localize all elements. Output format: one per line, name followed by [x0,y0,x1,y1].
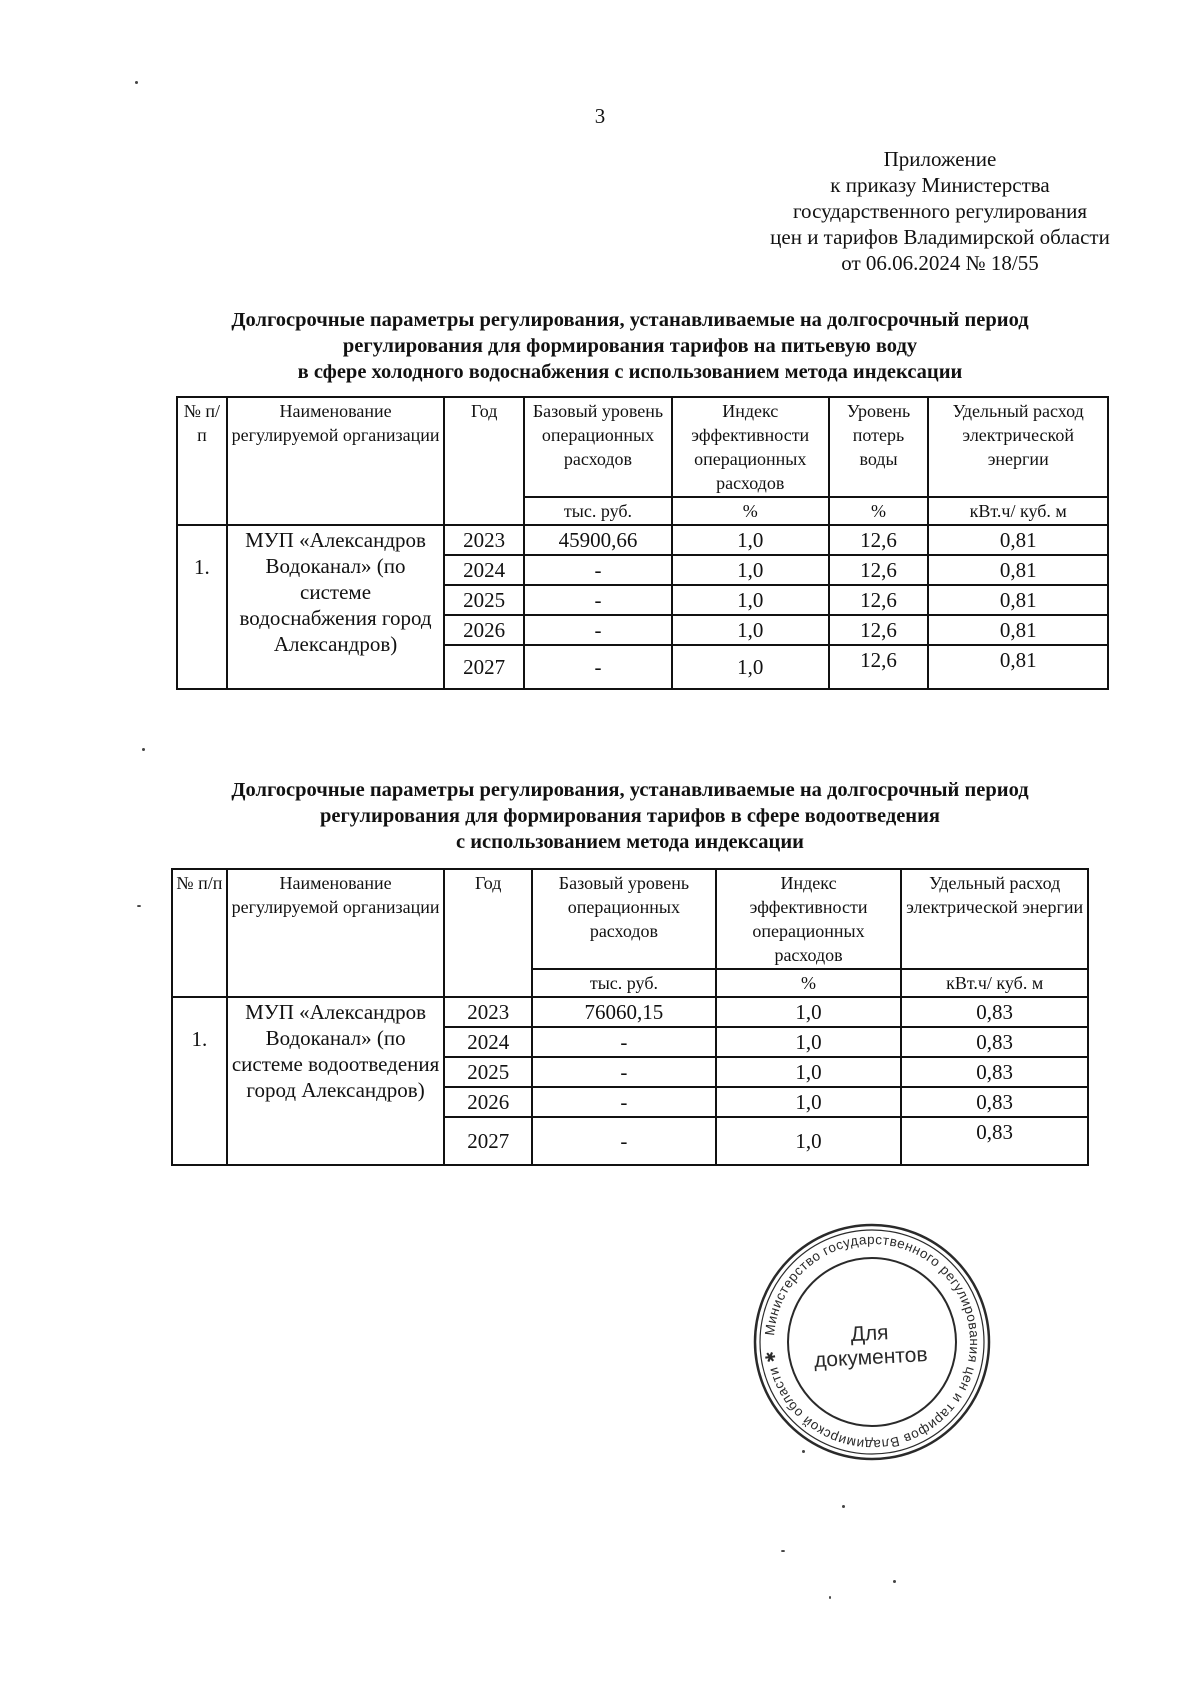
cell-year: 2023 [444,997,532,1027]
cell-base: - [524,585,672,615]
appendix-block [700,146,1180,276]
appendix-line: цен и тарифов Владимирской области [770,225,1110,249]
scan-speck [137,905,141,907]
cell-year: 2024 [444,1027,532,1057]
header-year: Год [444,869,532,997]
cell-index: 1,0 [672,555,829,585]
cell-base: - [532,1117,716,1165]
cell-loss: 12,6 [829,555,929,585]
cell-year: 2025 [444,1057,532,1087]
scan-speck [842,1505,845,1508]
header-org: Наименование регулируемой организации [227,869,445,997]
cell-year: 2026 [444,615,524,645]
unit-loss: % [829,497,929,525]
cell-energy: 0,81 [928,525,1108,555]
header-num: № п/п [177,397,227,525]
table-row [177,525,1108,555]
cell-energy: 0,83 [901,1087,1088,1117]
cell-year: 2024 [444,555,524,585]
water-supply-table [176,396,1109,690]
cell-energy: 0,81 [928,585,1108,615]
cell-energy: 0,83 [901,1057,1088,1087]
cell-energy: 0,83 [901,997,1088,1027]
table-row [172,997,1088,1027]
organization-name: МУП «Александров Водоканал» (по системе водоотведения город Александров) [227,997,445,1165]
cell-base: - [524,645,672,689]
scan-speck [829,1596,831,1599]
appendix-line: Приложение [883,147,997,171]
unit-index: % [672,497,829,525]
cell-loss: 12,6 [829,615,929,645]
row-number: 1. [177,525,227,689]
section2-title-line: с использованием метода индексации [456,831,804,853]
header-org: Наименование регулируемой организации [227,397,444,525]
scan-speck [142,748,145,751]
cell-energy: 0,83 [901,1117,1088,1165]
stamp-center-line-1: Для [850,1321,890,1347]
unit-energy: кВт.ч/ куб. м [928,497,1108,525]
official-stamp [752,1222,992,1462]
cell-base: - [532,1087,716,1117]
header-year: Год [444,397,524,525]
cell-energy: 0,83 [901,1027,1088,1057]
scan-speck [893,1580,896,1583]
section1-title [150,307,1110,385]
cell-energy: 0,81 [928,645,1108,689]
header-energy: Удельный расход электрической энергии [901,869,1088,969]
cell-energy: 0,81 [928,615,1108,645]
cell-loss: 12,6 [829,525,929,555]
cell-index: 1,0 [672,645,829,689]
stamp-ring-text: Министерство государственного регулирования цен и тарифов Владимирской области ✱ [762,1231,983,1453]
cell-index: 1,0 [716,997,902,1027]
cell-year: 2025 [444,585,524,615]
cell-index: 1,0 [716,1057,902,1087]
cell-year: 2023 [444,525,524,555]
cell-index: 1,0 [716,1087,902,1117]
section2-title [150,777,1110,855]
cell-loss: 12,6 [829,645,929,689]
cell-index: 1,0 [672,615,829,645]
header-index: Индекс эффективности операционных расходов [716,869,902,969]
cell-base: - [524,555,672,585]
section1-title-line: Долгосрочные параметры регулирования, устанавливаемые на долгосрочный период [231,309,1029,331]
cell-index: 1,0 [716,1117,902,1165]
cell-year: 2027 [444,1117,532,1165]
header-base: Базовый уровень операционных расходов [532,869,716,969]
header-num: № п/п [172,869,227,997]
table-header-row [177,397,1108,497]
header-energy: Удельный расход электрической энергии [928,397,1108,497]
section1-title-line: регулирования для формирования тарифов на питьевую воду [342,335,918,357]
scan-speck [781,1550,785,1552]
page-number: 3 [594,104,606,128]
unit-index: % [716,969,902,997]
header-loss: Уровень потерь воды [829,397,929,497]
cell-base: - [532,1057,716,1087]
cell-energy: 0,81 [928,555,1108,585]
stamp-center-line-2: документов [813,1343,929,1373]
section1-title-line: в сфере холодного водоснабжения с использованием метода индексации [297,361,963,383]
unit-base: тыс. руб. [524,497,672,525]
cell-year: 2027 [444,645,524,689]
wastewater-table [171,868,1089,1166]
scan-speck [802,1450,805,1453]
cell-base: 76060,15 [532,997,716,1027]
header-base: Базовый уровень операционных расходов [524,397,672,497]
unit-base: тыс. руб. [532,969,716,997]
appendix-line: к приказу Министерства [830,173,1050,197]
appendix-line: от 06.06.2024 № 18/55 [841,251,1039,275]
cell-base: - [524,615,672,645]
cell-index: 1,0 [672,525,829,555]
table-header-row [172,869,1088,969]
scan-speck [135,81,138,84]
header-index: Индекс эффективности операционных расходов [672,397,829,497]
row-number: 1. [172,997,227,1165]
cell-base: - [532,1027,716,1057]
cell-loss: 12,6 [829,585,929,615]
appendix-line: государственного регулирования [792,199,1088,223]
organization-name: МУП «Александров Водоканал» (по системе водоснабжения город Александров) [227,525,444,689]
cell-base: 45900,66 [524,525,672,555]
cell-year: 2026 [444,1087,532,1117]
cell-index: 1,0 [672,585,829,615]
section2-title-line: Долгосрочные параметры регулирования, устанавливаемые на долгосрочный период [231,779,1029,801]
cell-index: 1,0 [716,1027,902,1057]
unit-energy: кВт.ч/ куб. м [901,969,1088,997]
section2-title-line: регулирования для формирования тарифов в сфере водоотведения [319,805,941,827]
